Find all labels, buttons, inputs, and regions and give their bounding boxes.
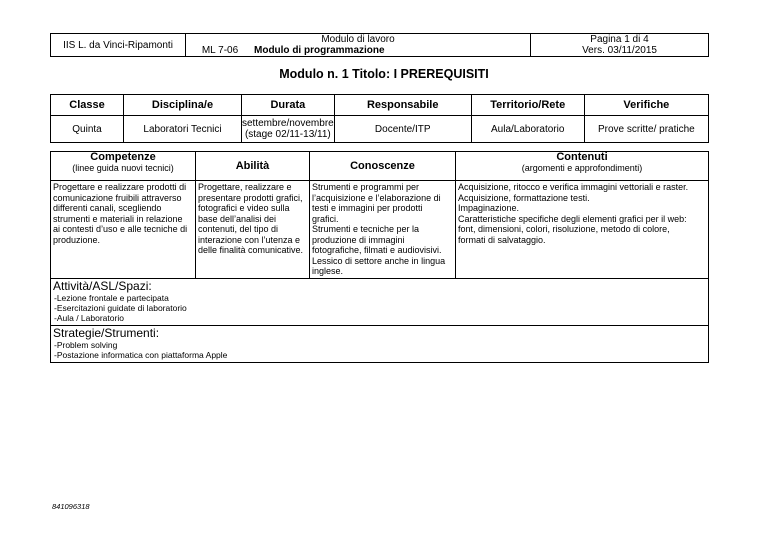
column-header: Conoscenze bbox=[350, 159, 415, 172]
table-row bbox=[51, 181, 709, 279]
page-info bbox=[531, 34, 709, 57]
list-item: -Aula / Laboratorio bbox=[54, 312, 124, 323]
document-header bbox=[50, 33, 709, 57]
column-header: Responsabile bbox=[334, 95, 471, 116]
column-subheader: (linee guida nuovi tecnici) bbox=[72, 162, 174, 173]
contenuti-header bbox=[456, 152, 709, 181]
module-code: ML 7-06 bbox=[201, 45, 239, 56]
attivita-title: Attività/ASL/Spazi: bbox=[53, 278, 152, 293]
module-code-row bbox=[186, 45, 530, 56]
conoscenze-text: Strumenti e programmi per l’acquisizione e l’elaborazione di testi e immagini per prodotti grafici. Strumenti e tecniche per la produzione di immagini fotografiche, filmati e audiovisivi. Lessico di settore anche in lingua inglese. bbox=[312, 182, 446, 276]
strategie-list bbox=[51, 340, 708, 362]
durata-line: settembre/novembre bbox=[242, 118, 334, 129]
strategie-section bbox=[51, 325, 709, 362]
attivita-list bbox=[51, 293, 708, 325]
page-title: Modulo n. 1 Titolo: I PREREQUISITI bbox=[279, 67, 489, 81]
list-item: -Postazione informatica con piattaforma Apple bbox=[54, 349, 228, 360]
document-id: 841096318 bbox=[52, 502, 90, 511]
table-row bbox=[51, 116, 709, 143]
column-header: Territorio/Rete bbox=[471, 95, 584, 116]
competenze-text: Progettare e realizzare prodotti di comunicazione fruibili attraverso differenti canali, scegliendo strumenti e materiali in relazione ai contesti d’uso e alle tecniche di produzione. bbox=[53, 182, 188, 245]
column-header: Durata bbox=[242, 95, 335, 116]
contenuti-text: Acquisizione, ritocco e verifica immagini vettoriali e raster. Acquisizione, formattazione testi. Impaginazione. Caratteristiche specifiche degli elementi grafici per il web: font, dimensioni, colori, risoluzione, metodo di colore, formati di salvataggio. bbox=[458, 182, 689, 245]
territorio-cell: Aula/Laboratorio bbox=[471, 116, 584, 143]
version: Vers. 03/11/2015 bbox=[582, 45, 657, 56]
column-subheader: (argomenti e approfondimenti) bbox=[521, 162, 643, 173]
module-type: Modulo di lavoro bbox=[321, 34, 395, 45]
page-number: Pagina 1 di 4 bbox=[590, 34, 649, 45]
strategie-title: Strategie/Strumenti: bbox=[53, 325, 160, 340]
competenze-table bbox=[50, 151, 709, 363]
list-item: -Problem solving bbox=[54, 339, 118, 350]
durata-line: (stage 02/11-13/11) bbox=[244, 129, 331, 140]
list-item: -Lezione frontale e partecipata bbox=[54, 292, 169, 303]
column-header: Abilità bbox=[235, 159, 270, 172]
attivita-row bbox=[51, 278, 709, 325]
abilita-header bbox=[196, 152, 310, 181]
conoscenze-cell bbox=[310, 181, 456, 279]
disciplina-cell: Laboratori Tecnici bbox=[124, 116, 242, 143]
column-header: Disciplina/e bbox=[124, 95, 242, 116]
abilita-text: Progettare, realizzare e presentare prodotti grafici, fotografici e video sulla base dell’analisi dei contenuti, del tipo di interazione con l’utenza e delle finalità comunicative. bbox=[198, 182, 304, 255]
attivita-section bbox=[51, 278, 709, 325]
list-item: -Esercitazioni guidate di laboratorio bbox=[54, 302, 187, 313]
institute-name: IIS L. da Vinci-Ripamonti bbox=[51, 34, 186, 57]
competenze-header bbox=[51, 152, 196, 181]
classe-cell: Quinta bbox=[51, 116, 124, 143]
table-header-row bbox=[51, 152, 709, 181]
contenuti-cell bbox=[456, 181, 709, 279]
table-header-row bbox=[51, 95, 709, 116]
column-header: Verifiche bbox=[584, 95, 708, 116]
conoscenze-header bbox=[310, 152, 456, 181]
verifiche-cell: Prove scritte/ pratiche bbox=[584, 116, 708, 143]
module-subtitle: Modulo di programmazione bbox=[254, 45, 385, 56]
abilita-cell bbox=[196, 181, 310, 279]
module-info bbox=[186, 34, 531, 57]
column-header: Contenuti bbox=[556, 151, 608, 163]
column-header: Competenze bbox=[90, 151, 156, 163]
strategie-row bbox=[51, 325, 709, 362]
competenze-cell bbox=[51, 181, 196, 279]
durata-cell bbox=[242, 116, 335, 143]
column-header: Classe bbox=[51, 95, 124, 116]
module-summary-table bbox=[50, 94, 709, 143]
responsabile-cell: Docente/ITP bbox=[334, 116, 471, 143]
